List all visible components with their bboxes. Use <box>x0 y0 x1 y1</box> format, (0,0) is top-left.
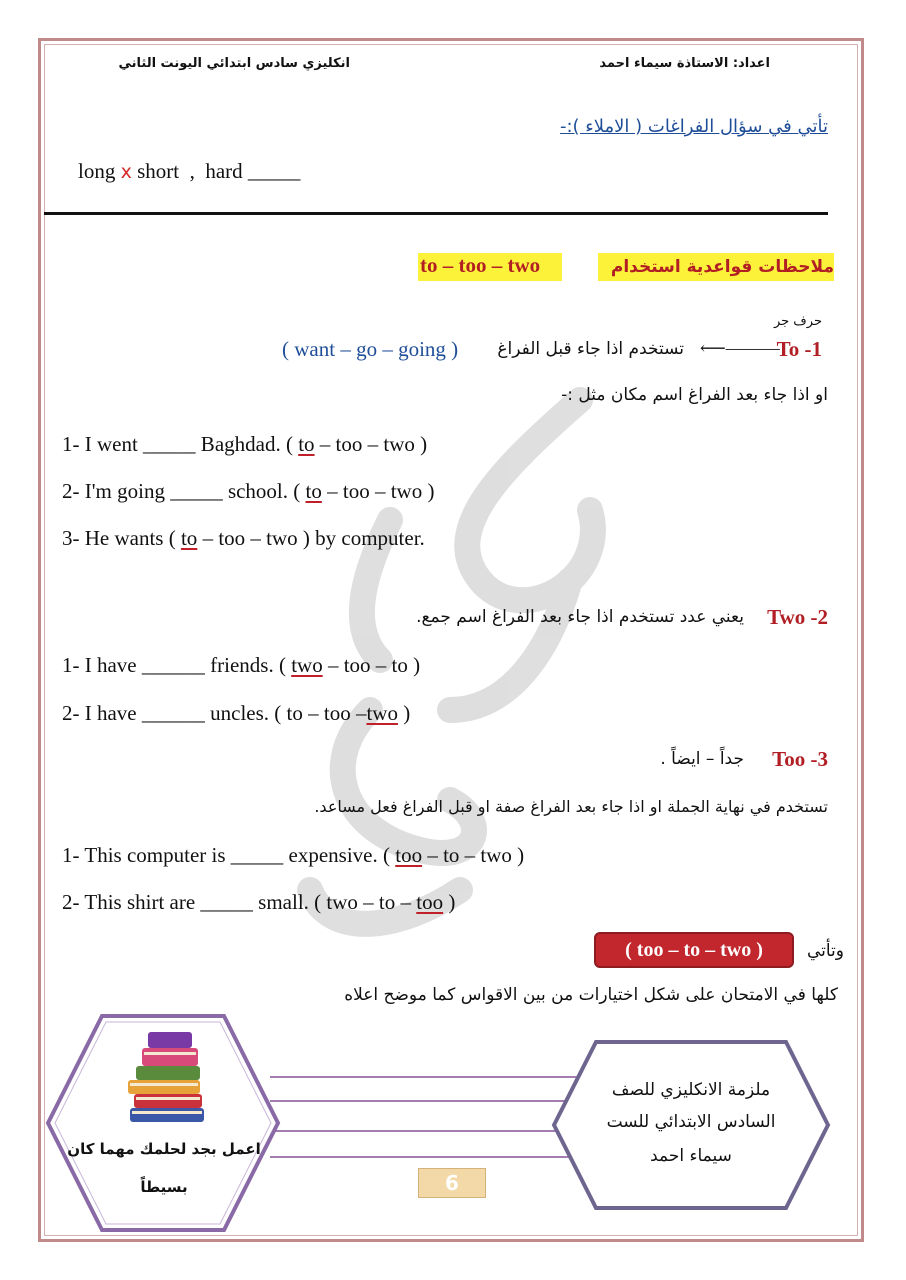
rule3-text: جداً – ايضاً . <box>660 749 744 769</box>
rule1-example-1: 1- I went _____ Baghdad. ( to – too – two ) <box>62 432 428 456</box>
rule1-label: To -1 <box>776 337 822 361</box>
badge-left-line1: اعمل بجد لحلمك مهما كان <box>67 1140 261 1158</box>
answer-to: to <box>180 526 198 550</box>
options-pill: ( too – to – two ) <box>594 932 794 968</box>
header-right-title: اعداد: الاستاذة سيماء احمد <box>599 56 770 71</box>
spelling-example <box>78 159 300 184</box>
rule2-example-1: 1- I have ______ friends. ( two – too – to ) <box>62 653 421 677</box>
rule3-example-1: 1- This computer is _____ expensive. ( too – to – two ) <box>62 843 525 867</box>
badge-right-line2: السادس الابتدائي للست <box>606 1112 776 1132</box>
answer-too: too <box>395 843 423 867</box>
example-word-hard: hard <box>205 159 243 183</box>
example-word-long: long <box>78 159 116 183</box>
answer-two: two <box>291 653 323 677</box>
section-divider <box>44 212 828 215</box>
rule1-example-2: 2- I'm going _____ school. ( to – too – two ) <box>62 479 435 503</box>
rule1-line2: او اذا جاء بعد الفراغ اسم مكان مثل :- <box>561 385 828 405</box>
books-icon <box>124 1028 210 1132</box>
rule3-example-2: 2- This shirt are _____ small. ( two – to – too ) <box>62 890 456 914</box>
decor-line <box>270 1100 580 1102</box>
footer-line2: كلها في الامتحان على شكل اختيارات من بين الاقواس كما موضح اعلاه <box>344 985 838 1005</box>
badge-left-line2: بسيطاً <box>140 1178 188 1196</box>
answer-two: two <box>366 701 398 725</box>
example-x-mark: x <box>120 161 132 183</box>
footer-prefix: وتأتي <box>806 941 844 961</box>
decor-line <box>270 1130 580 1132</box>
spelling-heading: تأتي في سؤال الفراغات ( الاملاء ):- <box>560 116 828 137</box>
rule2-example-2: 2- I have ______ uncles. ( to – too –two ) <box>62 701 411 725</box>
answer-to: to <box>305 479 322 503</box>
notes-title-english-highlight <box>418 253 562 281</box>
decor-line <box>270 1156 580 1158</box>
rule1-text: تستخدم اذا جاء قبل الفراغ <box>497 339 684 359</box>
rule1-arrow: ⟵——— <box>700 338 780 358</box>
rule1-example-3: 3- He wants ( to – too – two ) by computer. <box>62 526 425 550</box>
example-word-short: short <box>137 159 180 183</box>
answer-too: too <box>416 890 444 914</box>
example-blank: _____ <box>247 159 301 183</box>
badge-right-line1: ملزمة الانكليزي للصف <box>611 1080 771 1100</box>
answer-to: to <box>298 432 315 456</box>
rule1-small-label: حرف جر <box>773 314 822 329</box>
notes-title-english: to – too – two <box>420 253 541 277</box>
example-comma: , <box>189 159 195 183</box>
rule3-line2: تستخدم في نهاية الجملة او اذا جاء بعد الفراغ صفة او قبل الفراغ فعل مساعد. <box>314 797 828 816</box>
notes-title-arabic: ملاحظات قواعدية استخدام <box>598 253 834 281</box>
rule2-label: Two -2 <box>767 605 828 629</box>
rule3-label: Too -3 <box>772 747 828 771</box>
decor-line <box>270 1076 580 1078</box>
rule1-words: ( want – go – going ) <box>282 337 459 361</box>
header-left-title: انكليزي سادس ابتدائي اليونت الثاني <box>118 56 350 71</box>
page-number: 6 <box>418 1168 486 1198</box>
rule2-text: يعني عدد تستخدم اذا جاء بعد الفراغ اسم جمع. <box>416 607 744 627</box>
badge-right-line3: سيماء احمد <box>650 1146 732 1166</box>
